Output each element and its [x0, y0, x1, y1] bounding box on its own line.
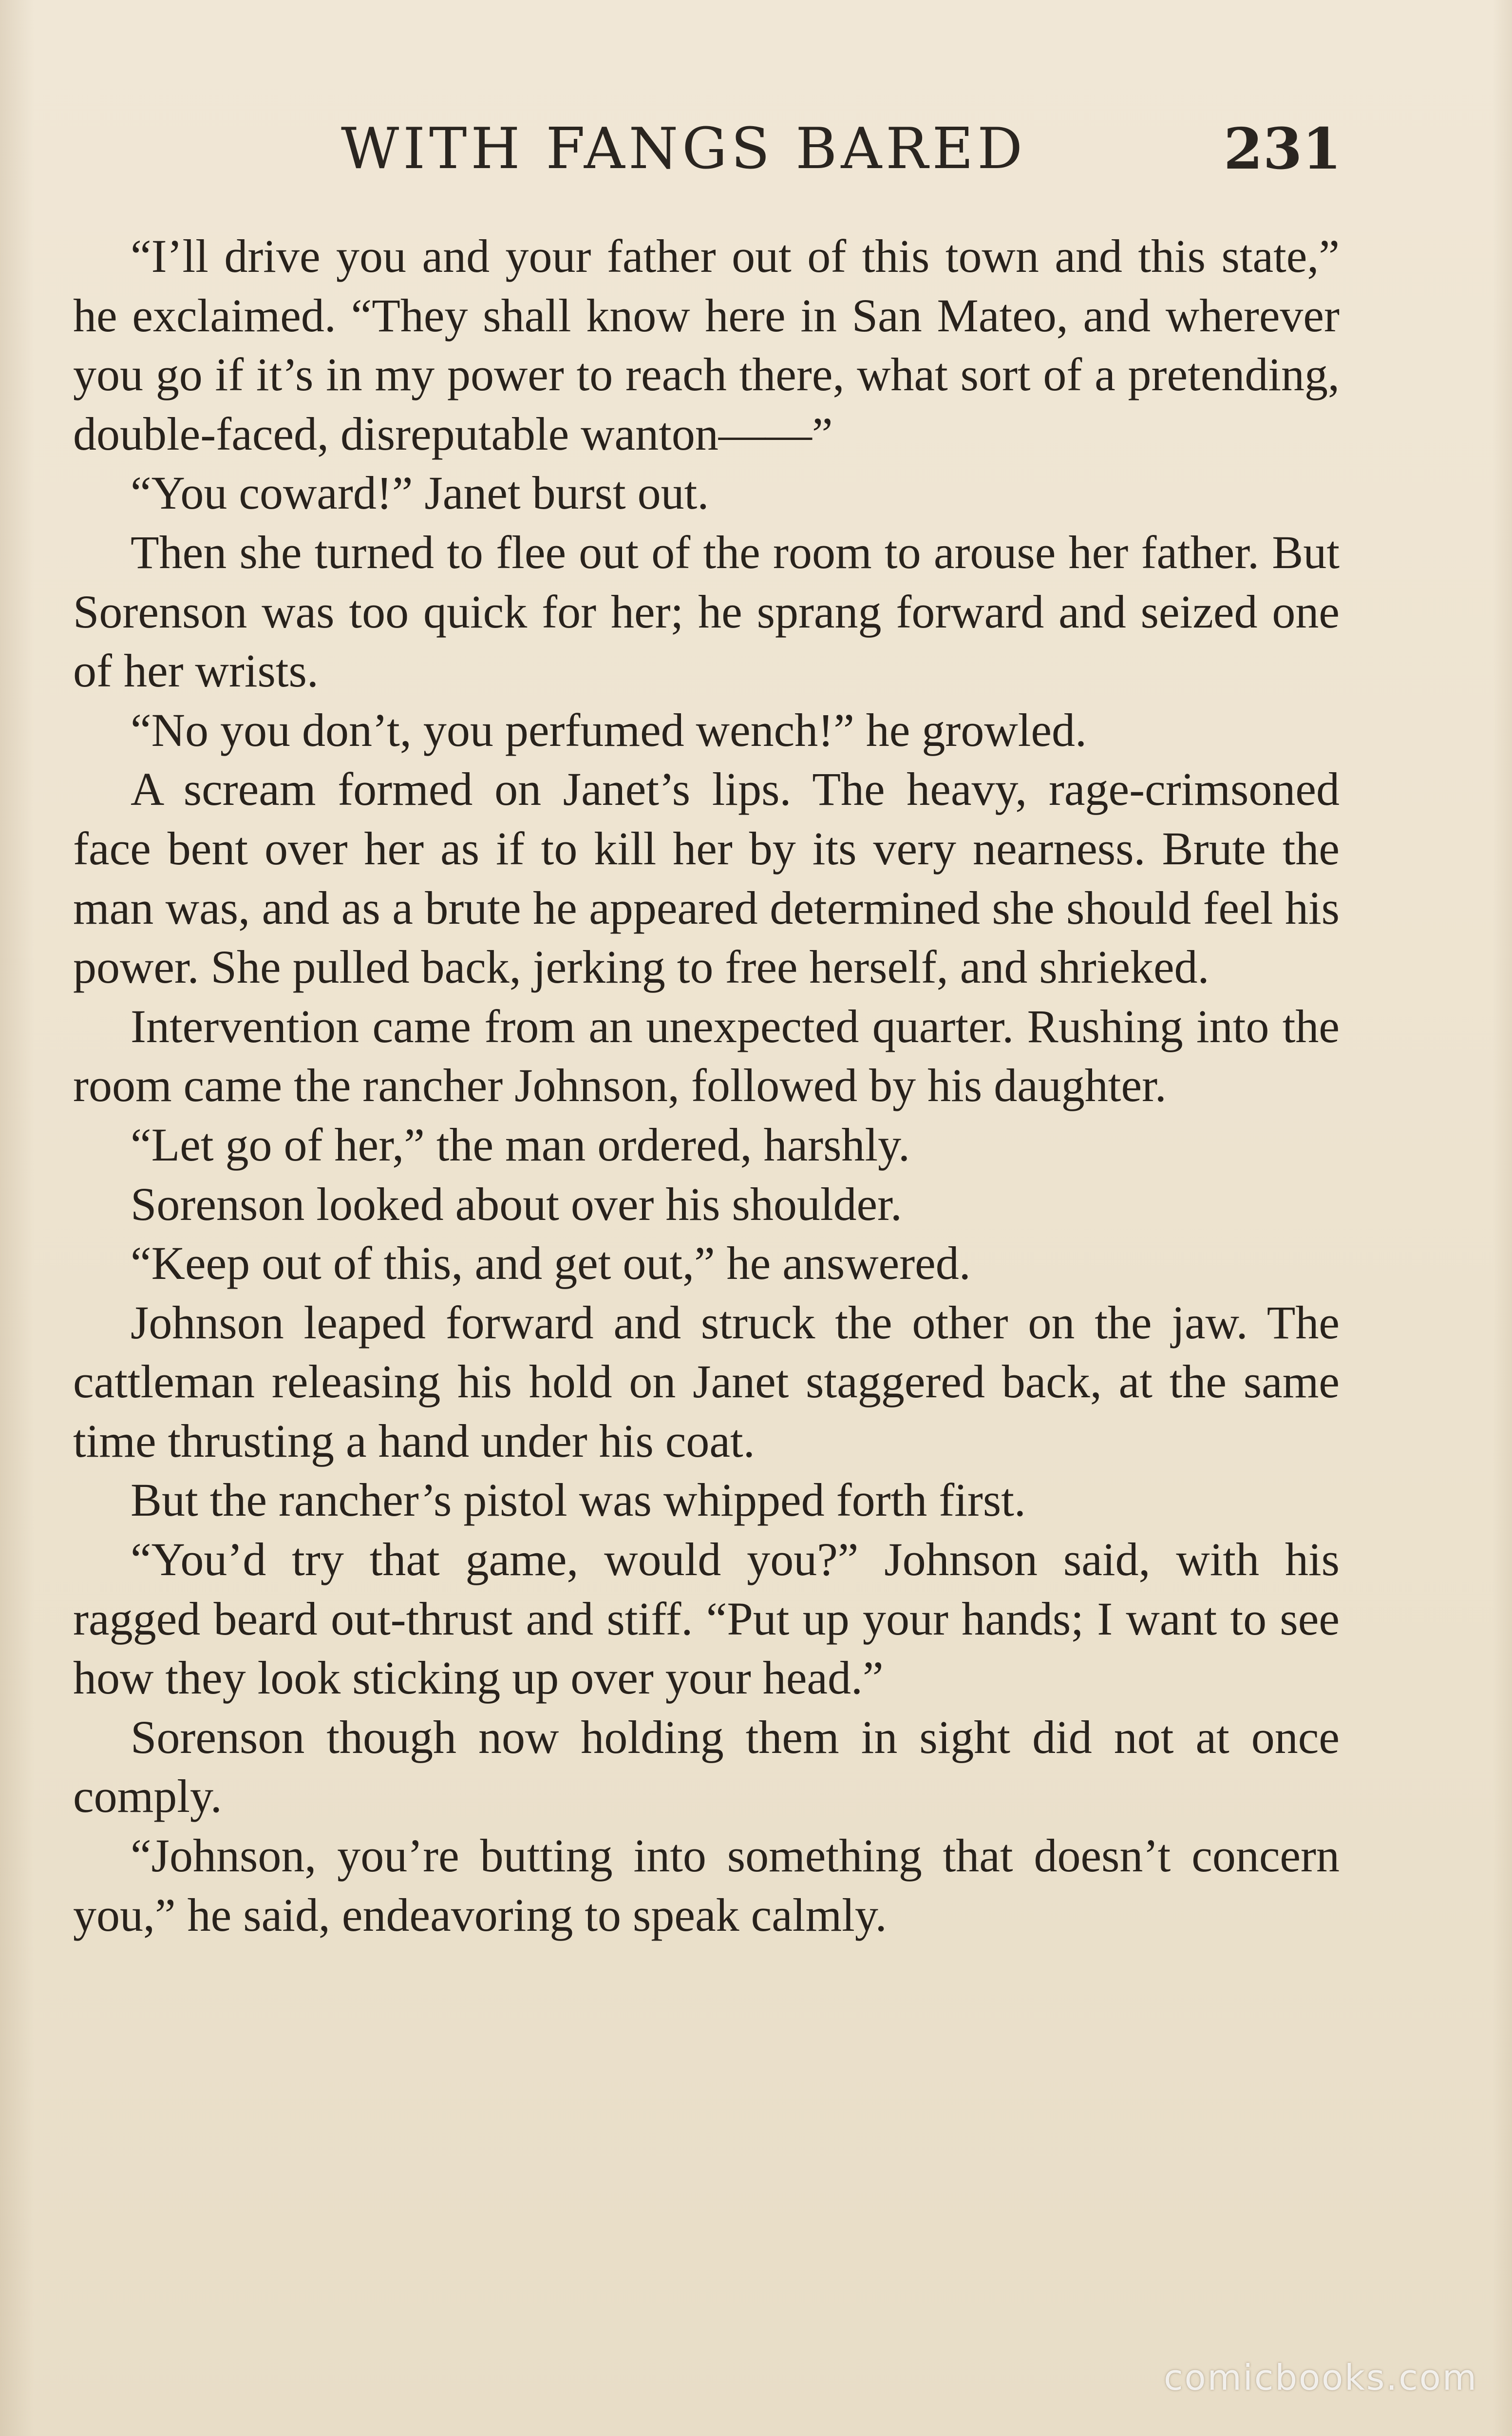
paragraph: “You’d try that game, would you?” Johnson said, with his ragged beard out-thrust and stiff. “Put up your hands; I want to see how they look sticking up over your head.”	[73, 1533, 1340, 1704]
body-text	[73, 227, 1340, 1944]
running-title: WITH FANGS BARED	[341, 116, 1027, 182]
paragraph: A scream formed on Janet’s lips. The heavy, rage-crimsoned face bent over her as if to kill her by its very nearness. Brute the man was, and as a brute he appeared determined she should feel his power. She pulled back, jerking to free herself, and shrieked.	[73, 763, 1340, 993]
paragraph: “Keep out of this, and get out,” he answered.	[131, 1237, 971, 1290]
paragraph: Sorenson looked about over his shoulder.	[131, 1178, 902, 1230]
paragraph: “No you don’t, you perfumed wench!” he growled.	[131, 704, 1087, 756]
page-edge-shadow	[1493, 0, 1512, 2436]
paragraph: “Johnson, you’re butting into something that doesn’t concern you,” he said, endeavoring to speak calmly.	[73, 1829, 1340, 1941]
paragraph: “Let go of her,” the man ordered, harshly.	[131, 1118, 910, 1171]
paragraph: But the rancher’s pistol was whipped forth first.	[131, 1474, 1026, 1526]
paragraph: “I’ll drive you and your father out of this town and this state,” he exclaimed. “They shall know here in San Mateo, and wherever you go if it’s in my power to reach there, what sort of a pretending, double-faced, disreputable wanton——”	[73, 230, 1340, 460]
paragraph: Then she turned to flee out of the room to arouse her father. But Sorenson was too quick for her; he sprang forward and seized one of her wrists.	[73, 526, 1340, 697]
paragraph: Intervention came from an unexpected quarter. Rushing into the room came the rancher Johnson, followed by his daughter.	[73, 1000, 1340, 1112]
paragraph: “You coward!” Janet burst out.	[131, 467, 709, 519]
page-gutter-shadow	[0, 0, 34, 2436]
paragraph: Johnson leaped forward and struck the other on the jaw. The cattleman releasing his hold on Janet staggered back, at the same time thrusting a hand under his coat.	[73, 1296, 1340, 1467]
page-number: 231	[1223, 116, 1342, 182]
watermark: comicbooks.com	[1163, 2357, 1478, 2398]
paragraph: Sorenson though now holding them in sight did not at once comply.	[73, 1711, 1340, 1823]
